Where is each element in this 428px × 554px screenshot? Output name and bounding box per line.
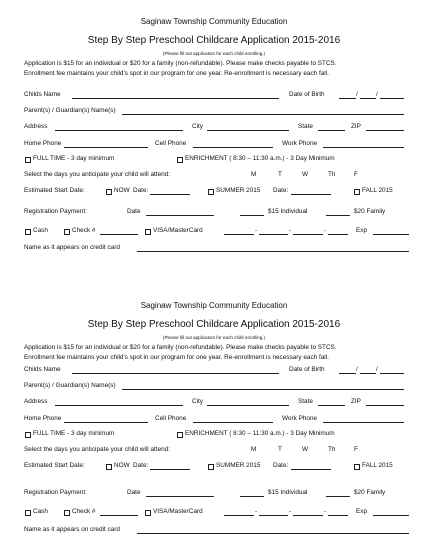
zip-label: ZIP [351, 123, 361, 130]
cash-label: Cash [33, 508, 48, 515]
est-start-label: Estimated Start Date: [24, 187, 85, 194]
now-checkbox[interactable] [106, 189, 112, 195]
check-label: Check # [72, 227, 96, 234]
family-label: $20 Family [354, 489, 386, 496]
visa-label: VISA/MasterCard [153, 227, 203, 234]
summer-label: SUMMER 2015 [216, 462, 261, 469]
cell-phone-label: Cell Phone [155, 140, 187, 147]
reg-date-field[interactable] [146, 496, 214, 497]
intro-line-1: Application is $15 for an individual or $20 for a family (non-refundable). Please make checks payable to STCS. [24, 344, 337, 351]
home-phone-field[interactable] [64, 422, 148, 423]
address-field[interactable] [55, 130, 183, 131]
state-label: State [298, 123, 313, 130]
work-phone-label: Work Phone [282, 140, 318, 147]
dob-label: Date of Birth [289, 366, 325, 373]
individual-amount-field[interactable] [240, 215, 264, 216]
now-label: NOW [114, 462, 130, 469]
day-wednesday[interactable]: W [302, 446, 309, 453]
dob-year-field[interactable] [380, 373, 404, 374]
check-number-field[interactable] [100, 234, 138, 235]
enrichment-label: ENRICHMENT ( 8:30 – 11:30 a.m.) - 3 Day Minimum [185, 430, 335, 437]
zip-field[interactable] [366, 405, 404, 406]
now-date-label: Date: [133, 187, 149, 194]
select-days-label: Select the days you anticipate your child will attend: [24, 446, 171, 453]
cell-phone-field[interactable] [193, 147, 273, 148]
summer-date-label: Date: [273, 187, 289, 194]
day-monday[interactable]: M [251, 171, 257, 178]
name-on-card-label: Name as it appears on credit card [24, 526, 120, 533]
reg-date-label: Date [127, 208, 141, 215]
summer-date-label: Date: [273, 462, 289, 469]
reg-date-field[interactable] [146, 215, 214, 216]
card-part-1[interactable] [224, 515, 254, 516]
parents-field[interactable] [122, 389, 404, 390]
state-field[interactable] [318, 405, 345, 406]
cash-label: Cash [33, 227, 48, 234]
name-on-card-label: Name as it appears on credit card [24, 244, 120, 251]
dob-day-field[interactable] [360, 98, 376, 99]
day-friday[interactable]: F [354, 171, 358, 178]
card-part-4[interactable] [328, 515, 348, 516]
org-name: Saginaw Township Community Education [140, 301, 288, 310]
dob-month-field[interactable] [339, 373, 356, 374]
day-monday[interactable]: M [251, 446, 257, 453]
day-thursday[interactable]: Th [328, 171, 336, 178]
cell-phone-field[interactable] [193, 422, 273, 423]
cell-phone-label: Cell Phone [155, 415, 187, 422]
summer-date-field[interactable] [291, 469, 331, 470]
exp-label: Exp [356, 508, 368, 515]
dob-label: Date of Birth [289, 91, 325, 98]
reg-date-label: Date [127, 489, 141, 496]
parents-label: Parent(s) / Guardian(s) Name(s) [24, 382, 116, 389]
summer-checkbox[interactable] [208, 464, 214, 470]
now-label: NOW [114, 187, 130, 194]
summer-checkbox[interactable] [208, 189, 214, 195]
day-wednesday[interactable]: W [302, 171, 309, 178]
work-phone-field[interactable] [323, 147, 404, 148]
exp-field[interactable] [373, 515, 409, 516]
parents-field[interactable] [122, 114, 404, 115]
check-label: Check # [72, 508, 96, 515]
individual-amount-field[interactable] [240, 496, 264, 497]
enrichment-checkbox[interactable] [177, 432, 183, 438]
enrichment-label: ENRICHMENT ( 8:30 – 11:30 a.m.) - 3 Day Minimum [185, 155, 335, 162]
zip-label: ZIP [351, 398, 361, 405]
individual-label: $15 Individual [268, 208, 308, 215]
visa-checkbox[interactable] [145, 510, 151, 516]
family-amount-field[interactable] [326, 496, 350, 497]
full-time-label: FULL TIME - 3 day minimum [33, 155, 115, 162]
individual-label: $15 Individual [268, 489, 308, 496]
address-label: Address [24, 398, 48, 405]
address-field[interactable] [55, 405, 183, 406]
state-field[interactable] [318, 130, 345, 131]
zip-field[interactable] [366, 130, 404, 131]
now-checkbox[interactable] [106, 464, 112, 470]
card-part-3[interactable] [293, 515, 323, 516]
intro-line-2: Enrollment fee maintains your child's spot in our program for one year. Re-enrollment is necessary each fall. [24, 354, 329, 361]
fall-checkbox[interactable] [354, 464, 360, 470]
cash-checkbox[interactable] [25, 510, 31, 516]
form-note: (Please fill out application for each child enrolling.) [162, 51, 266, 56]
fall-label: FALL 2015 [362, 187, 393, 194]
work-phone-field[interactable] [323, 422, 404, 423]
fall-checkbox[interactable] [354, 189, 360, 195]
org-name: Saginaw Township Community Education [140, 17, 288, 26]
summer-date-field[interactable] [291, 194, 331, 195]
full-time-checkbox[interactable] [25, 157, 31, 163]
now-date-label: Date: [133, 462, 149, 469]
family-amount-field[interactable] [326, 215, 350, 216]
intro-line-2: Enrollment fee maintains your child's spot in our program for one year. Re-enrollment is necessary each fall. [24, 70, 329, 77]
full-time-checkbox[interactable] [25, 432, 31, 438]
card-part-1[interactable] [224, 234, 254, 235]
card-part-4[interactable] [328, 234, 348, 235]
day-friday[interactable]: F [354, 446, 358, 453]
est-start-label: Estimated Start Date: [24, 462, 85, 469]
address-label: Address [24, 123, 48, 130]
application-form-1: Saginaw Township Community Education Step By Step Preschool Childcare Application 2015-2016 (Please fill out application for each child enrolling.) Application is $15 for an individual or $20 for a family (non-refundable). Please make checks payable to STCS. Enrollment fee maintains your child's spot in our program for one year. Re-enrollment is necessary each fall. Childs Name Date of Birth / / Parent(s) / Guardian(s) Name(s) Address City State ZIP Home Phone Cell Phone Work Phone FULL TIME - 3 day minimum ENRICHMENT ( 8:30 – 11:30 a.m.) - 3 Day Minimum Select the days you anticipate your child will attend: M T W Th F Estimated Start Date: NOW Date: SUMMER 2015 Date: FALL 2015 Registration Payment: Date $15 Individual $20 Family Cash Check # VISA/MasterCard - - - Exp Name as it appears on credit card [0, 0, 428, 270]
name-on-card-field[interactable] [137, 251, 409, 252]
childs-name-label: Childs Name [24, 366, 61, 373]
childs-name-field[interactable] [72, 98, 279, 99]
now-date-field[interactable] [150, 194, 190, 195]
check-checkbox[interactable] [64, 510, 70, 516]
check-number-field[interactable] [100, 515, 138, 516]
visa-label: VISA/MasterCard [153, 508, 203, 515]
card-part-2[interactable] [259, 234, 288, 235]
exp-field[interactable] [373, 234, 409, 235]
day-thursday[interactable]: Th [328, 446, 336, 453]
dob-day-field[interactable] [360, 373, 376, 374]
intro-line-1: Application is $15 for an individual or $20 for a family (non-refundable). Please make checks payable to STCS. [24, 60, 337, 67]
card-part-2[interactable] [259, 515, 288, 516]
select-days-label: Select the days you anticipate your child will attend: [24, 171, 171, 178]
day-tuesday[interactable]: T [278, 171, 282, 178]
work-phone-label: Work Phone [282, 415, 318, 422]
dob-month-field[interactable] [339, 98, 356, 99]
city-field[interactable] [207, 405, 289, 406]
home-phone-field[interactable] [64, 147, 148, 148]
card-part-3[interactable] [293, 234, 323, 235]
dob-year-field[interactable] [380, 98, 404, 99]
childs-name-label: Childs Name [24, 91, 61, 98]
reg-payment-label: Registration Payment: [24, 208, 87, 215]
home-phone-label: Home Phone [24, 415, 62, 422]
form-title: Step By Step Preschool Childcare Application 2015-2016 [87, 35, 341, 46]
exp-label: Exp [356, 227, 368, 234]
form-note: (Please fill out application for each child enrolling.) [162, 335, 266, 340]
state-label: State [298, 398, 313, 405]
reg-payment-label: Registration Payment: [24, 489, 87, 496]
now-date-field[interactable] [150, 469, 190, 470]
home-phone-label: Home Phone [24, 140, 62, 147]
enrichment-checkbox[interactable] [177, 157, 183, 163]
fall-label: FALL 2015 [362, 462, 393, 469]
day-tuesday[interactable]: T [278, 446, 282, 453]
summer-label: SUMMER 2015 [216, 187, 261, 194]
application-form-2: Saginaw Township Community Education Step By Step Preschool Childcare Application 2015-2016 (Please fill out application for each child enrolling.) Application is $15 for an individual or $20 for a family (non-refundable). Please make checks payable to STCS. Enrollment fee maintains your child's spot in our program for one year. Re-enrollment is necessary each fall. Childs Name Date of Birth / / Parent(s) / Guardian(s) Name(s) Address City State ZIP Home Phone Cell Phone Work Phone FULL TIME - 3 day minimum ENRICHMENT ( 8:30 – 11:30 a.m.) - 3 Day Minimum Select the days you anticipate your child will attend: M T W Th F Estimated Start Date: NOW Date: SUMMER 2015 Date: FALL 2015 Registration Payment: Date $15 Individual $20 Family Cash Check # VISA/MasterCard - - - Exp Name as it appears on credit card [0, 284, 428, 554]
full-time-label: FULL TIME - 3 day minimum [33, 430, 115, 437]
form-title: Step By Step Preschool Childcare Application 2015-2016 [87, 319, 341, 330]
city-label: City [192, 398, 204, 405]
cash-checkbox[interactable] [25, 229, 31, 235]
check-checkbox[interactable] [64, 229, 70, 235]
city-label: City [192, 123, 204, 130]
parents-label: Parent(s) / Guardian(s) Name(s) [24, 107, 116, 114]
city-field[interactable] [207, 130, 289, 131]
name-on-card-field[interactable] [137, 533, 409, 534]
family-label: $20 Family [354, 208, 386, 215]
childs-name-field[interactable] [72, 373, 279, 374]
visa-checkbox[interactable] [145, 229, 151, 235]
